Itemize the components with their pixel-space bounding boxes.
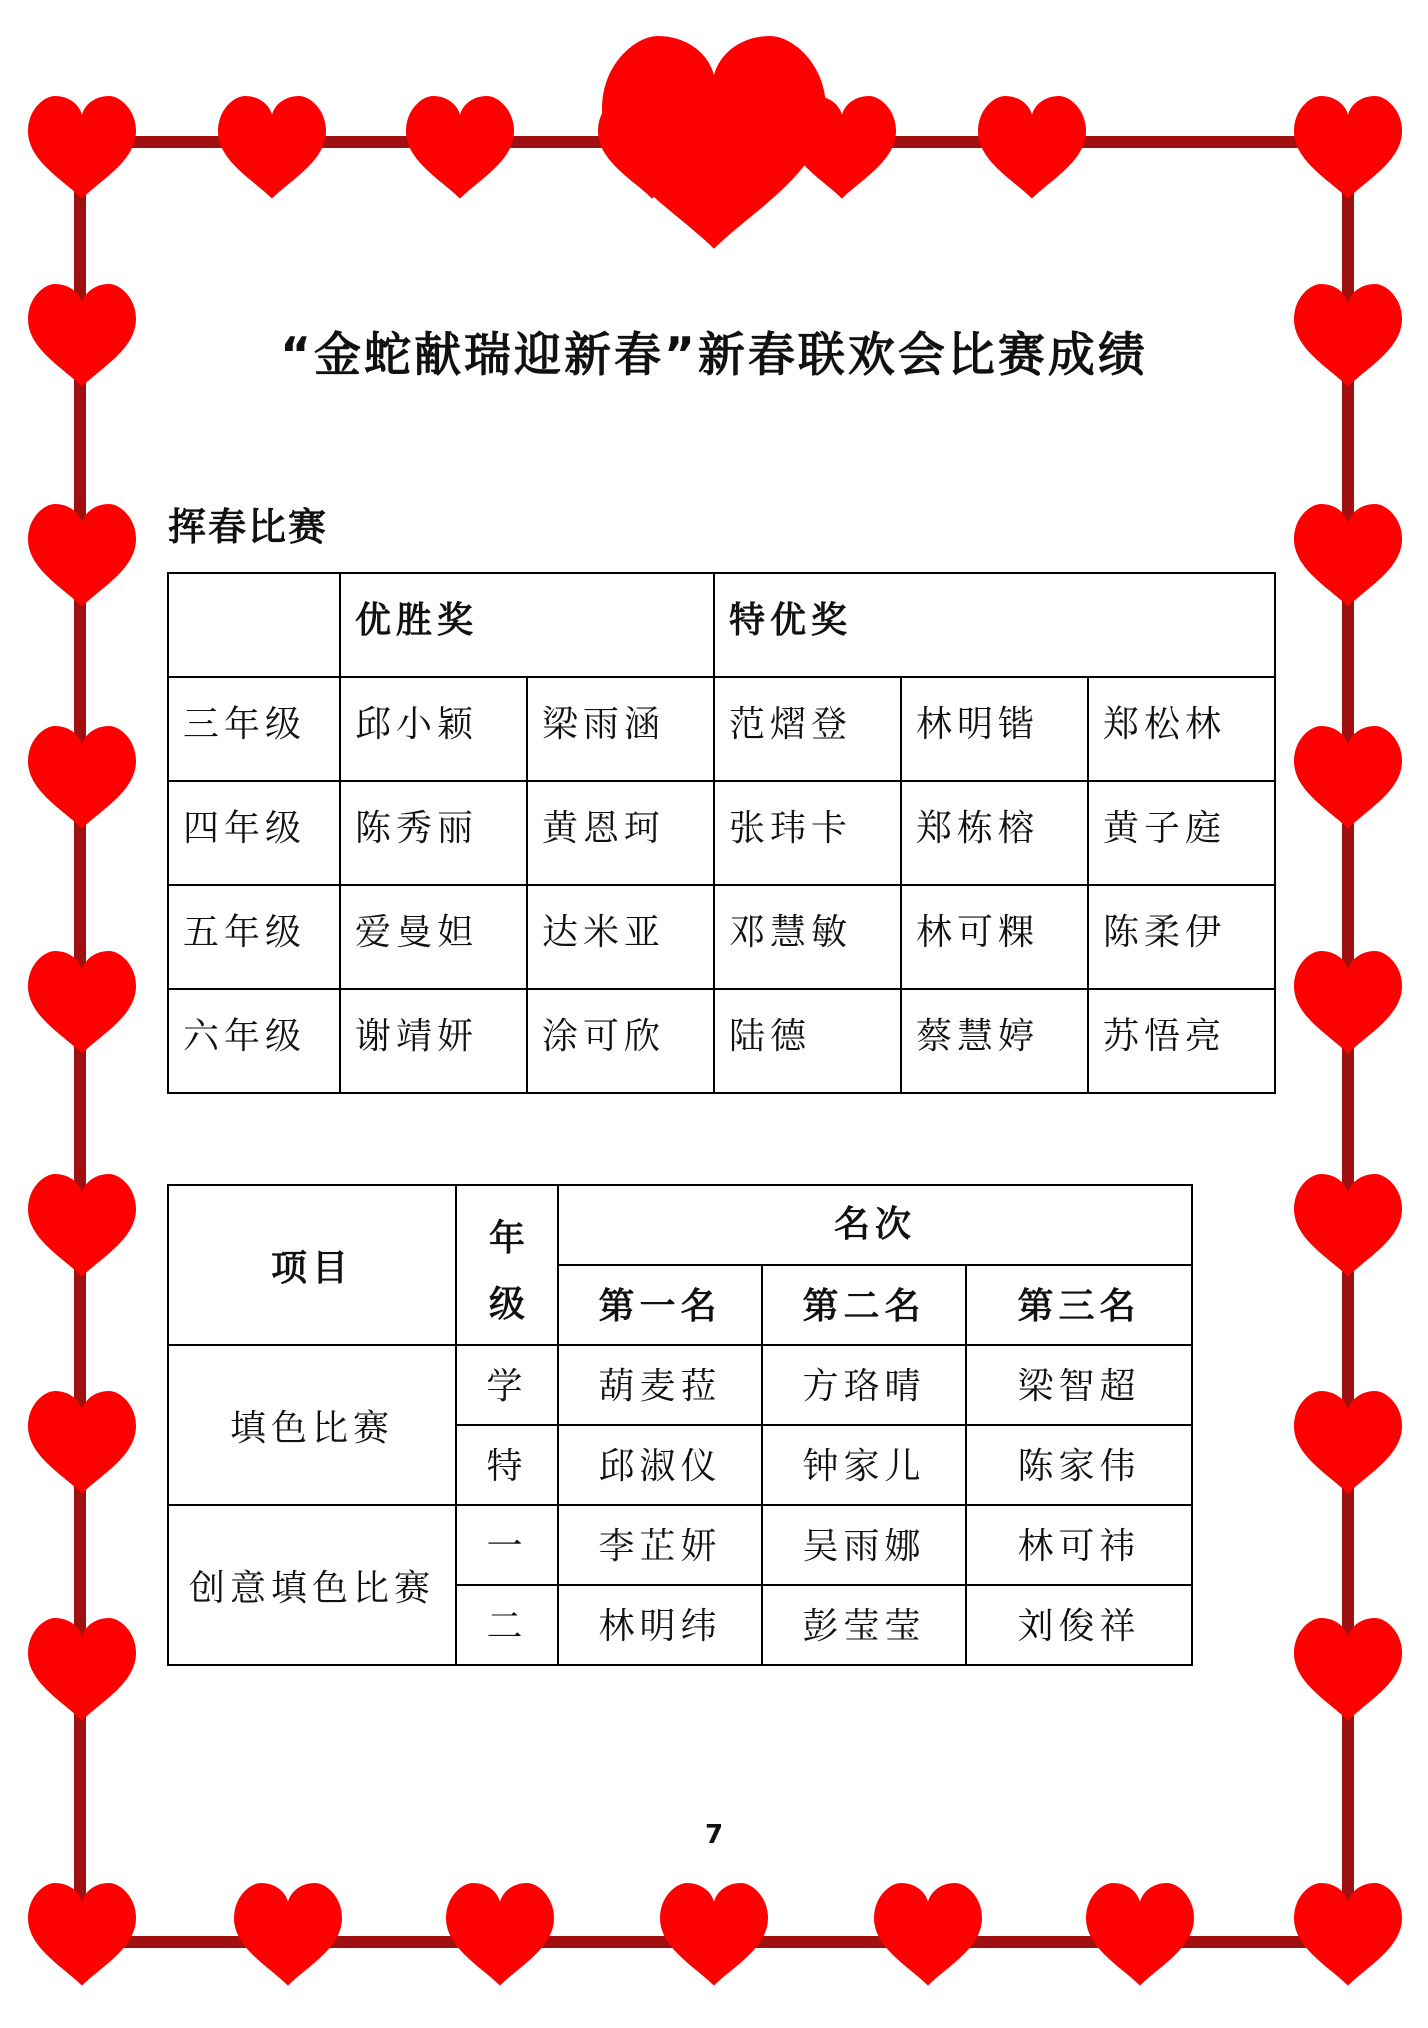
header-grade-text: 年级 — [488, 1218, 525, 1325]
heart-decoration — [874, 1883, 982, 1986]
table-row — [168, 885, 1275, 989]
table-row — [168, 781, 1275, 885]
grade-cell: 学 — [456, 1345, 558, 1425]
table-row — [168, 1345, 1192, 1425]
huichun-results-table — [167, 572, 1276, 1094]
heart-decoration — [602, 36, 826, 249]
header-blank — [168, 573, 340, 677]
heart-decoration — [234, 1883, 342, 1986]
name-cell: 爱曼妲 — [340, 885, 527, 989]
header-item: 项目 — [168, 1185, 456, 1345]
name-cell: 梁雨涵 — [527, 677, 714, 781]
header-rank: 名次 — [558, 1185, 1192, 1265]
coloring-results-table — [167, 1184, 1193, 1666]
name-cell: 陆德 — [714, 989, 901, 1093]
table-header-row — [168, 573, 1275, 677]
name-cell: 李芷妍 — [558, 1505, 762, 1585]
name-cell: 邱小颖 — [340, 677, 527, 781]
page-title: “金蛇献瑞迎新春”新春联欢会比赛成绩 — [280, 328, 1148, 383]
grade-cell: 二 — [456, 1585, 558, 1665]
heart-decoration — [406, 96, 514, 199]
name-cell: 葫麦菈 — [558, 1345, 762, 1425]
heart-decoration — [1086, 1883, 1194, 1986]
name-cell: 林明锴 — [901, 677, 1088, 781]
name-cell: 达米亚 — [527, 885, 714, 989]
name-cell: 邓慧敏 — [714, 885, 901, 989]
heart-decoration — [28, 96, 136, 199]
grade-cell: 三年级 — [168, 677, 340, 781]
header-second: 第二名 — [762, 1265, 966, 1345]
name-cell: 谢靖妍 — [340, 989, 527, 1093]
name-cell: 吴雨娜 — [762, 1505, 966, 1585]
name-cell: 郑栋榕 — [901, 781, 1088, 885]
name-cell: 梁智超 — [966, 1345, 1192, 1425]
name-cell: 林可祎 — [966, 1505, 1192, 1585]
name-cell: 黄子庭 — [1088, 781, 1275, 885]
name-cell: 林明纬 — [558, 1585, 762, 1665]
heart-decoration — [446, 1883, 554, 1986]
table-row — [168, 1505, 1192, 1585]
header-teyoujiang: 特优奖 — [714, 573, 1275, 677]
name-cell: 蔡慧婷 — [901, 989, 1088, 1093]
name-cell: 陈秀丽 — [340, 781, 527, 885]
grade-cell: 特 — [456, 1425, 558, 1505]
grade-cell: 五年级 — [168, 885, 340, 989]
name-cell: 彭莹莹 — [762, 1585, 966, 1665]
header-youshengjiang: 优胜奖 — [340, 573, 714, 677]
heart-decoration — [978, 96, 1086, 199]
name-cell: 林可粿 — [901, 885, 1088, 989]
name-cell: 陈柔伊 — [1088, 885, 1275, 989]
header-third: 第三名 — [966, 1265, 1192, 1345]
name-cell: 张玮卡 — [714, 781, 901, 885]
table-row — [168, 677, 1275, 781]
table-header-row — [168, 1185, 1192, 1265]
name-cell: 苏悟亮 — [1088, 989, 1275, 1093]
name-cell: 郑松林 — [1088, 677, 1275, 781]
grade-cell: 四年级 — [168, 781, 340, 885]
project-cell: 填色比赛 — [168, 1345, 456, 1505]
name-cell: 钟家儿 — [762, 1425, 966, 1505]
project-cell: 创意填色比赛 — [168, 1505, 456, 1665]
header-grade — [456, 1185, 558, 1345]
header-first: 第一名 — [558, 1265, 762, 1345]
page-number: 7 — [704, 1820, 724, 1850]
name-cell: 陈家伟 — [966, 1425, 1192, 1505]
name-cell: 方珞晴 — [762, 1345, 966, 1425]
name-cell: 黄恩珂 — [527, 781, 714, 885]
grade-cell: 一 — [456, 1505, 558, 1585]
name-cell: 涂可欣 — [527, 989, 714, 1093]
name-cell: 范熠登 — [714, 677, 901, 781]
grade-cell: 六年级 — [168, 989, 340, 1093]
name-cell: 邱淑仪 — [558, 1425, 762, 1505]
name-cell: 刘俊祥 — [966, 1585, 1192, 1665]
heart-decoration — [218, 96, 326, 199]
table-row — [168, 989, 1275, 1093]
heart-decoration — [1294, 96, 1402, 199]
heart-decoration — [660, 1883, 768, 1986]
section-title-huichun: 挥春比赛 — [168, 505, 329, 549]
